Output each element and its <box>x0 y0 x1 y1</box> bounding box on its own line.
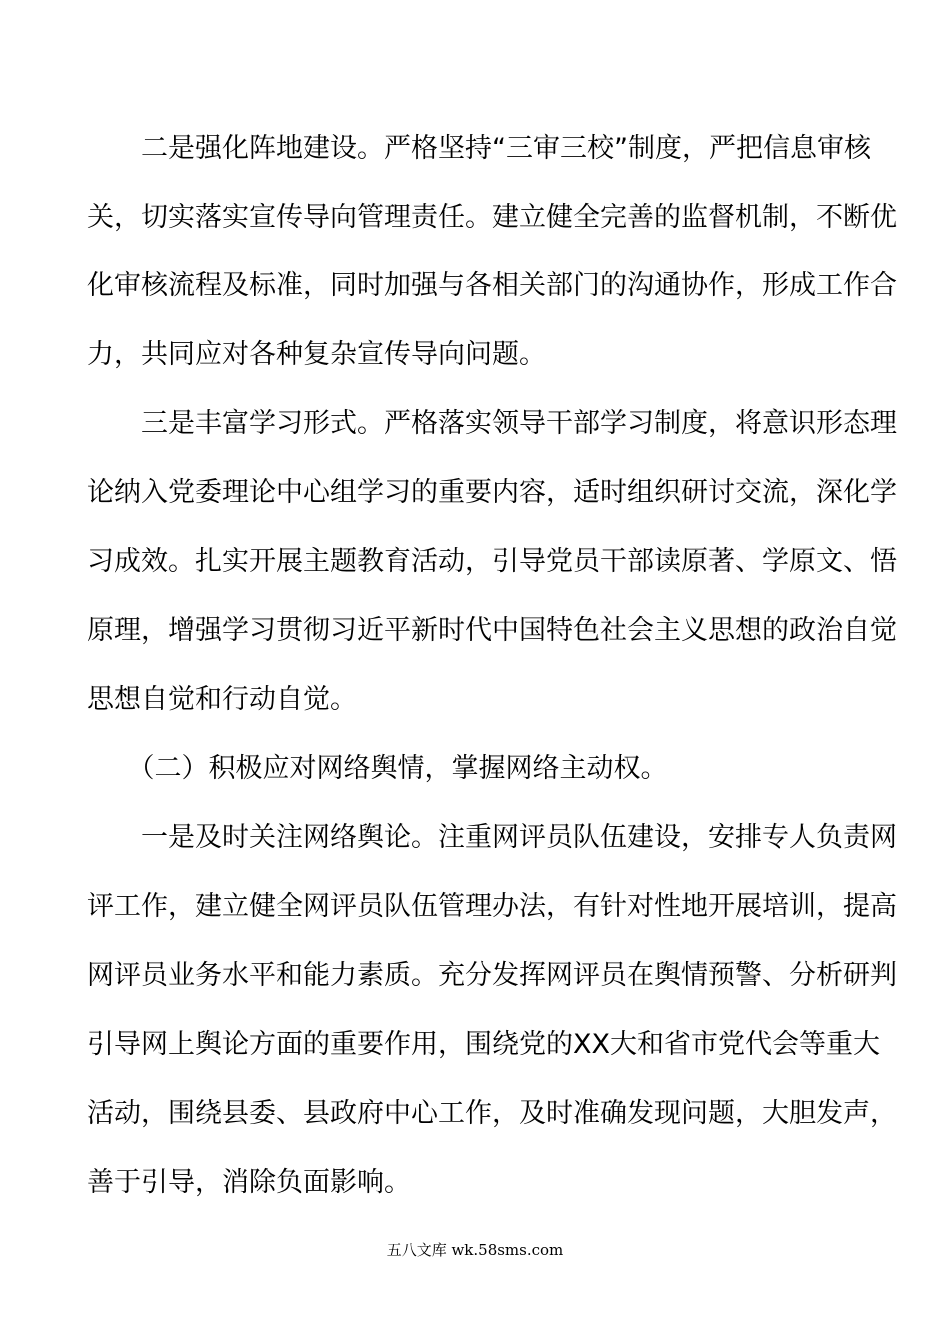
text-line: 思想自觉和行动自觉。 <box>87 684 357 715</box>
text-line: 一是及时关注网络舆论。注重网评员队伍建设，安排专人负责网 <box>87 822 897 853</box>
text-line: 二是强化阵地建设。严格坚持“三审三校”制度，严把信息审核 <box>87 133 871 164</box>
text-line: 引导网上舆论方面的重要作用，围绕党的XX大和省市党代会等重大 <box>87 1029 880 1060</box>
page-footer: 五八文库 wk.58sms.com <box>386 1241 564 1259</box>
text-line: 力，共同应对各种复杂宣传导向问题。 <box>87 339 546 370</box>
text-line: 评工作，建立健全网评员队伍管理办法，有针对性地开展培训，提高 <box>87 891 897 922</box>
text-line: 化审核流程及标准，同时加强与各相关部门的沟通协作，形成工作合 <box>87 270 897 301</box>
text-line: 习成效。扎实开展主题教育活动，引导党员干部读原著、学原文、悟 <box>87 546 897 577</box>
text-line: 善于引导，消除负面影响。 <box>87 1167 411 1198</box>
text-line: 论纳入党委理论中心组学习的重要内容，适时组织研讨交流，深化学 <box>87 477 897 508</box>
text-line: 关，切实落实宣传导向管理责任。建立健全完善的监督机制，不断优 <box>87 202 897 233</box>
section-heading: （二）积极应对网络舆情，掌握网络主动权。 <box>87 753 668 784</box>
text-line: 网评员业务水平和能力素质。充分发挥网评员在舆情预警、分析研判 <box>87 960 897 991</box>
text-line: 三是丰富学习形式。严格落实领导干部学习制度，将意识形态理 <box>87 408 897 439</box>
text-line: 原理，增强学习贯彻习近平新时代中国特色社会主义思想的政治自觉 <box>87 615 897 646</box>
text-line: 活动，围绕县委、县政府中心工作，及时准确发现问题，大胆发声， <box>87 1098 897 1129</box>
